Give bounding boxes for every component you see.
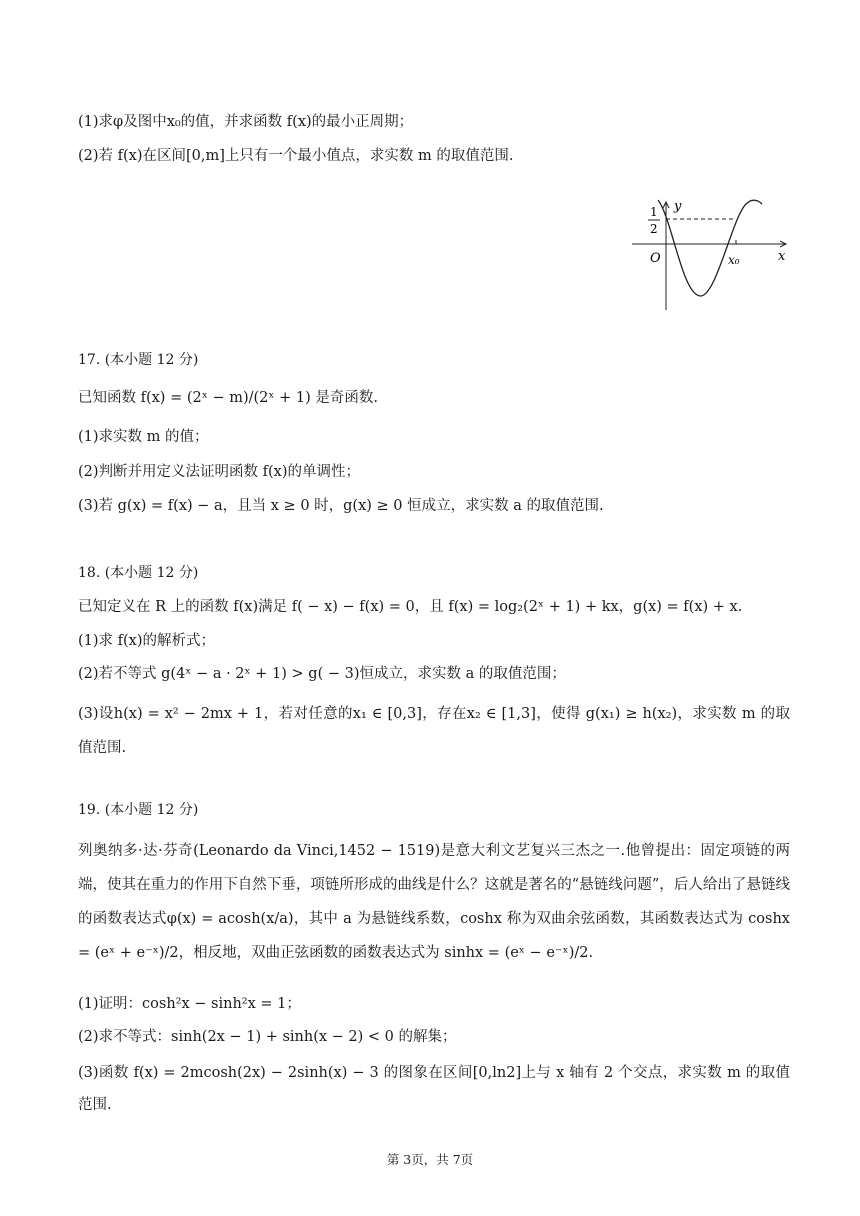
q19-header: 19. (本小题 12 分)	[78, 802, 199, 818]
q18-header: 18. (本小题 12 分)	[78, 565, 199, 581]
q19-part1: (1)证明：cosh²x − sinh²x = 1；	[78, 996, 301, 1012]
x0-label: x₀	[728, 253, 740, 267]
q19-part3: (3)函数 f(x) = 2mcosh(2x) − 2sinh(x) − 3 的图象在区间[0,ln2]上与 x 轴有 2 个交点，求实数 m 的取值范围.	[78, 1065, 790, 1113]
q18-part2: (2)若不等式 g(4ˣ − a · 2ˣ + 1) > g( − 3)恒成立，求实数 a 的取值范围；	[78, 666, 566, 682]
y-axis-label: y	[674, 199, 682, 214]
sine-graph-figure	[628, 196, 798, 314]
q18-part3: (3)设h(x) = x² − 2mx + 1，若对任意的x₁ ∈ [0,3]，存在x₂ ∈ [1,3]，使得 g(x₁) ≥ h(x₂)，求实数 m 的取值范围.	[78, 706, 790, 756]
q16-part2: (2)若 f(x)在区间[0,m]上只有一个最小值点，求实数 m 的取值范围.	[78, 148, 514, 164]
x-axis-label: x	[778, 249, 786, 264]
q19-part2: (2)求不等式：sinh(2x − 1) + sinh(x − 2) < 0 的解集；	[78, 1029, 457, 1045]
fraction-numerator: 1	[650, 205, 658, 219]
fraction-denominator: 2	[650, 222, 658, 236]
page-footer: 第 3页，共 7页	[386, 1152, 474, 1167]
q19-stem: 列奥纳多·达·芬奇(Leonardo da Vinci,1452 − 1519)是意大利文艺复兴三杰之一.他曾提出：固定项链的两端，使其在重力的作用下自然下垂，项链所形成的曲线是什么？这就是著名的“悬链线问题”，后人给出了悬链线的函数表达式φ(x) = acosh(x/a)，其中 a 为悬链线系数，coshx 称为双曲余弦函数，其函数表达式为 coshx = (eˣ + e⁻ˣ)/2，相反地，双曲正弦函数的函数表达式为 sinhx = (eˣ − e⁻ˣ)/2.	[78, 843, 790, 961]
q17-part2: (2)判断并用定义法证明函数 f(x)的单调性；	[78, 464, 361, 480]
origin-label: O	[650, 251, 661, 266]
q16-part1: (1)求φ及图中x₀的值，并求函数 f(x)的最小正周期；	[78, 114, 414, 130]
sine-curve	[658, 200, 762, 296]
q17-stem: 已知函数 f(x) = (2ˣ − m)/(2ˣ + 1) 是奇函数.	[78, 390, 379, 406]
q18-part1: (1)求 f(x)的解析式；	[78, 633, 216, 649]
q17-part3: (3)若 g(x) = f(x) − a，且当 x ≥ 0 时，g(x) ≥ 0 恒成立，求实数 a 的取值范围.	[78, 498, 604, 514]
q17-part1: (1)求实数 m 的值；	[78, 429, 209, 445]
q18-stem: 已知定义在 R 上的函数 f(x)满足 f( − x) − f(x) = 0，且 f(x) = log₂(2ˣ + 1) + kx，g(x) = f(x) + x.	[78, 599, 743, 615]
q17-header: 17. (本小题 12 分)	[78, 352, 199, 368]
